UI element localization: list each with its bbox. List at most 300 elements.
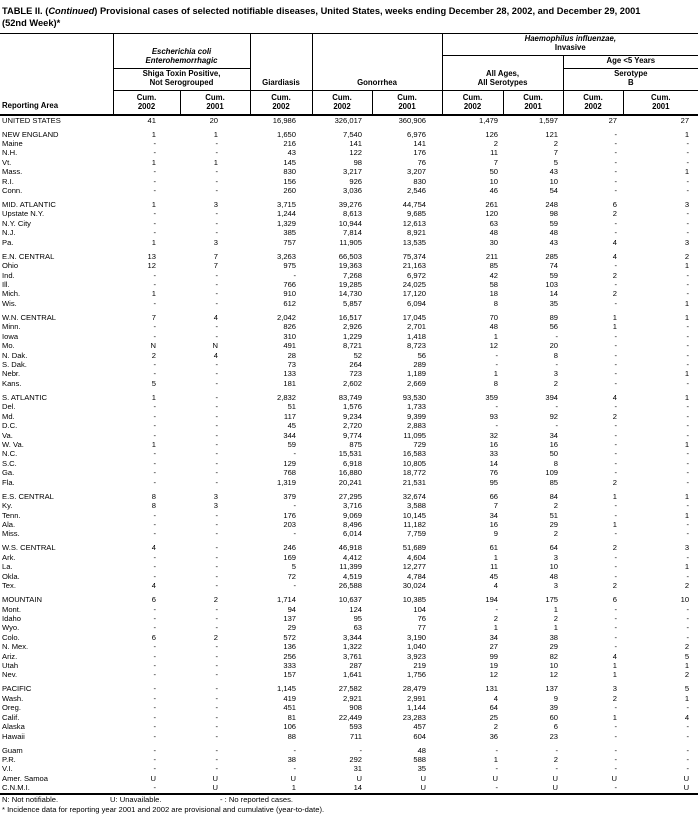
table-row xyxy=(0,393,698,402)
table-row xyxy=(0,670,698,679)
value-cell: 42 xyxy=(489,270,499,280)
value-cell: 122 xyxy=(349,148,363,158)
value-cell: - xyxy=(215,684,219,694)
value-cell: 70 xyxy=(489,312,499,322)
value-cell: 51 xyxy=(287,402,297,412)
table-row xyxy=(0,421,698,430)
value-cell: 2 xyxy=(684,251,690,261)
value-cell: - xyxy=(215,519,219,529)
reporting-area-cell: E.S. CENTRAL xyxy=(2,491,54,501)
value-cell: - xyxy=(686,552,690,562)
value-cell: 60 xyxy=(549,712,559,722)
table-row xyxy=(0,261,698,270)
value-cell: 4,604 xyxy=(407,552,427,562)
table-row xyxy=(0,694,698,703)
reporting-area-cell: Conn. xyxy=(2,186,23,196)
value-cell: 66 xyxy=(489,491,499,501)
value-cell: 1,418 xyxy=(407,331,427,341)
value-cell: 1,145 xyxy=(277,684,297,694)
value-cell: 333 xyxy=(283,661,297,671)
value-cell: 8,921 xyxy=(407,228,427,238)
value-cell: 83,749 xyxy=(338,392,363,402)
table-title xyxy=(2,6,698,29)
value-cell: 16 xyxy=(489,519,499,529)
value-cell: - xyxy=(215,138,219,148)
reporting-area-cell: Kans. xyxy=(2,378,22,388)
value-cell: - xyxy=(153,167,156,177)
value-cell: 36 xyxy=(489,731,499,741)
value-cell: - xyxy=(215,411,219,421)
value-cell: - xyxy=(686,186,690,196)
table-row xyxy=(0,299,698,308)
value-cell: 757 xyxy=(283,237,297,247)
value-cell: 8 xyxy=(151,501,156,511)
value-cell: 8 xyxy=(553,458,559,468)
value-cell: - xyxy=(153,745,156,755)
table-row xyxy=(0,746,698,755)
value-cell: 2 xyxy=(493,613,499,623)
value-cell: 120 xyxy=(485,209,499,219)
value-cell: 3,344 xyxy=(343,632,363,642)
table-row xyxy=(0,252,698,261)
year-label: 2002 xyxy=(584,101,602,111)
value-cell: 169 xyxy=(283,552,297,562)
value-cell: 13,535 xyxy=(402,237,427,247)
value-cell: 3,263 xyxy=(277,251,297,261)
value-cell: 11,095 xyxy=(403,430,427,440)
value-cell: - xyxy=(153,731,156,741)
value-cell: 4 xyxy=(151,581,156,591)
cum-label: Cum. xyxy=(651,92,671,102)
table-row xyxy=(0,764,698,773)
value-cell: 39 xyxy=(549,703,559,713)
reporting-area-cell: Nev. xyxy=(2,670,18,680)
value-cell: 34 xyxy=(489,632,499,642)
value-cell: 285 xyxy=(545,251,559,261)
reporting-area-cell: PACIFIC xyxy=(2,684,32,694)
value-cell: 7,814 xyxy=(343,228,363,238)
table-row xyxy=(0,186,698,195)
value-cell: 6,972 xyxy=(407,270,427,280)
value-cell: - xyxy=(215,449,219,459)
value-cell: - xyxy=(614,369,618,379)
value-cell: - xyxy=(215,613,219,623)
value-cell: - xyxy=(614,613,618,623)
value-cell: U xyxy=(492,773,499,783)
value-cell: 3,588 xyxy=(407,501,427,511)
value-cell: 13 xyxy=(147,251,156,261)
value-cell: 3 xyxy=(684,200,690,210)
table-row xyxy=(0,177,698,186)
value-cell: - xyxy=(153,722,156,732)
value-cell: 137 xyxy=(545,684,559,694)
value-cell: - xyxy=(215,693,219,703)
reporting-area-label: Reporting Area xyxy=(2,100,59,110)
col-group-all-ages xyxy=(442,56,563,91)
value-cell: - xyxy=(215,331,219,341)
value-cell: - xyxy=(686,632,690,642)
value-cell: 17,045 xyxy=(402,312,427,322)
table-row xyxy=(0,167,698,176)
reporting-area-cell: Mo. xyxy=(2,341,15,351)
value-cell: 7 xyxy=(493,501,499,511)
value-cell: - xyxy=(686,501,690,511)
value-cell: - xyxy=(686,421,690,431)
value-cell: 14,730 xyxy=(338,289,363,299)
value-cell: 21,531 xyxy=(402,477,427,487)
table-row xyxy=(0,520,698,529)
value-cell: 89 xyxy=(549,312,559,322)
value-cell: 1 xyxy=(553,623,559,633)
table-row xyxy=(0,271,698,280)
reporting-area-cell: Vt. xyxy=(2,157,12,167)
table-row xyxy=(0,139,698,148)
reporting-area-cell: NEW ENGLAND xyxy=(2,129,59,139)
col-group-age-lt5 xyxy=(563,56,698,69)
value-cell: 157 xyxy=(283,670,297,680)
value-cell: 131 xyxy=(485,684,499,694)
gonorrhea-label: Gonorrhea xyxy=(357,78,397,88)
value-cell: 256 xyxy=(283,651,297,661)
value-cell: - xyxy=(614,731,618,741)
table-row xyxy=(0,402,698,411)
value-cell: 1 xyxy=(493,755,499,765)
value-cell: 1 xyxy=(612,661,618,671)
value-cell: 19,285 xyxy=(338,280,363,290)
value-cell: - xyxy=(215,651,219,661)
reporting-area-cell: Ky. xyxy=(2,501,13,511)
value-cell: - xyxy=(686,745,690,755)
all-ages-line2: All Serotypes xyxy=(477,78,528,88)
value-cell: 10,944 xyxy=(338,218,363,228)
value-cell: 211 xyxy=(485,251,499,261)
value-cell: - xyxy=(555,360,559,369)
value-cell: U xyxy=(420,783,427,793)
value-cell: 35 xyxy=(549,298,559,308)
value-cell: - xyxy=(614,402,618,412)
reporting-area-cell: Mich. xyxy=(2,289,21,299)
value-cell: 1 xyxy=(612,491,618,501)
value-cell: - xyxy=(215,228,219,238)
value-cell: - xyxy=(215,755,219,765)
value-cell: 27,582 xyxy=(338,684,363,694)
value-cell: 1,756 xyxy=(407,670,427,680)
value-cell: - xyxy=(614,632,618,642)
value-cell: - xyxy=(686,341,690,351)
shiga-line1: Shiga Toxin Positive, xyxy=(142,69,221,79)
value-cell: - xyxy=(614,529,618,539)
value-cell: - xyxy=(614,228,618,238)
value-cell: - xyxy=(495,350,499,360)
value-cell: - xyxy=(215,642,219,652)
value-cell: 2 xyxy=(612,411,618,421)
value-cell: - xyxy=(215,712,219,722)
value-cell: 1,319 xyxy=(277,477,297,487)
value-cell: 106 xyxy=(283,722,297,732)
value-cell: 9,234 xyxy=(343,411,363,421)
table-row xyxy=(0,332,698,341)
value-cell: 2,926 xyxy=(343,322,363,332)
value-cell: - xyxy=(215,176,219,186)
value-cell: - xyxy=(614,138,618,148)
value-cell: 6,918 xyxy=(343,458,363,468)
reporting-area-cell: Tenn. xyxy=(2,510,21,520)
value-cell: - xyxy=(614,458,618,468)
value-cell: - xyxy=(215,186,219,196)
value-cell: - xyxy=(686,430,690,440)
value-cell: 2 xyxy=(553,378,559,388)
value-cell: 8 xyxy=(493,378,499,388)
value-cell: - xyxy=(686,209,690,219)
value-cell: - xyxy=(153,783,156,793)
value-cell: - xyxy=(215,703,219,713)
value-cell: 8,723 xyxy=(407,341,427,351)
value-cell: 10 xyxy=(489,176,499,186)
value-cell: 34 xyxy=(549,430,559,440)
table-row xyxy=(0,440,698,449)
cum-header-giardiasis-2002 xyxy=(250,91,312,115)
value-cell: 11,182 xyxy=(403,519,427,529)
cum-header-ecoli-2002 xyxy=(113,91,180,115)
value-cell: 7 xyxy=(213,251,219,261)
value-cell: 830 xyxy=(283,167,297,177)
value-cell: 95 xyxy=(353,613,363,623)
value-cell: - xyxy=(686,157,690,167)
value-cell: - xyxy=(153,458,156,468)
value-cell: 830 xyxy=(413,176,427,186)
ecoli-title-line2: Enterohemorrhagic xyxy=(145,56,218,66)
value-cell: 260 xyxy=(283,186,297,196)
value-cell: 98 xyxy=(353,157,363,167)
value-cell: 3,217 xyxy=(343,167,363,177)
value-cell: 1,144 xyxy=(407,703,427,713)
value-cell: 28 xyxy=(287,350,297,360)
serotype-line2: B xyxy=(627,78,634,88)
table-row xyxy=(0,313,698,322)
value-cell: 4 xyxy=(684,712,690,722)
value-cell: 10 xyxy=(549,176,559,186)
value-cell: 46,918 xyxy=(338,543,363,553)
reporting-area-cell: Mont. xyxy=(2,604,21,614)
value-cell: U xyxy=(683,773,690,783)
value-cell: - xyxy=(495,783,499,793)
value-cell: 1 xyxy=(612,519,618,529)
value-cell: 1 xyxy=(291,783,297,793)
value-cell: 24,025 xyxy=(402,280,427,290)
value-cell: 248 xyxy=(545,200,559,210)
footnote-u: U: Unavailable. xyxy=(110,795,162,804)
table-row xyxy=(0,360,698,369)
table-row xyxy=(0,652,698,661)
value-cell: 3 xyxy=(213,200,219,210)
table-row xyxy=(0,543,698,552)
table-row xyxy=(0,219,698,228)
value-cell: 14 xyxy=(353,783,363,793)
value-cell: - xyxy=(153,369,156,379)
cum-label: Cum. xyxy=(523,92,543,102)
value-cell: - xyxy=(614,186,618,196)
value-cell: 4 xyxy=(612,237,618,247)
value-cell: - xyxy=(614,722,618,732)
value-cell: - xyxy=(215,529,219,539)
value-cell: 2 xyxy=(612,693,618,703)
value-cell: 1 xyxy=(151,392,156,402)
value-cell: - xyxy=(215,670,219,680)
value-cell: 141 xyxy=(413,138,427,148)
table-row xyxy=(0,492,698,501)
value-cell: 14 xyxy=(489,458,499,468)
value-cell: 3,036 xyxy=(343,186,363,196)
value-cell: - xyxy=(614,129,618,139)
value-cell: 32 xyxy=(489,430,499,440)
value-cell: 1,229 xyxy=(343,331,363,341)
value-cell: 22,449 xyxy=(338,712,363,722)
reporting-area-cell: V.I. xyxy=(2,764,13,774)
value-cell: 33 xyxy=(489,449,499,459)
reporting-area-cell: Wis. xyxy=(2,298,17,308)
table-row xyxy=(0,228,698,237)
value-cell: 1 xyxy=(684,439,690,449)
value-cell: - xyxy=(614,604,618,614)
reporting-area-cell: Ohio xyxy=(2,261,19,271)
value-cell: - xyxy=(614,176,618,186)
value-cell: - xyxy=(614,350,618,360)
value-cell: 8,496 xyxy=(343,519,363,529)
value-cell: 88 xyxy=(287,731,297,741)
value-cell: 76 xyxy=(489,468,499,478)
table-row xyxy=(0,633,698,642)
value-cell: - xyxy=(215,167,219,177)
table-row xyxy=(0,529,698,538)
table-row xyxy=(0,605,698,614)
value-cell: 1,733 xyxy=(407,402,427,412)
value-cell: - xyxy=(215,369,219,379)
value-cell: 451 xyxy=(283,703,297,713)
cum-label: Cum. xyxy=(205,92,225,102)
reporting-area-cell: Idaho xyxy=(2,613,22,623)
value-cell: 175 xyxy=(545,595,559,605)
table-row xyxy=(0,341,698,350)
value-cell: 2,701 xyxy=(407,322,427,332)
value-cell: 2,042 xyxy=(277,312,297,322)
table-row xyxy=(0,501,698,510)
value-cell: - xyxy=(215,392,219,402)
value-cell: - xyxy=(215,148,219,158)
value-cell: - xyxy=(614,552,618,562)
reporting-area-cell: W. Va. xyxy=(2,439,24,449)
notifiable-diseases-table xyxy=(0,33,698,795)
value-cell: 261 xyxy=(485,200,499,210)
value-cell: 10,385 xyxy=(402,595,427,605)
value-cell: 593 xyxy=(349,722,363,732)
value-cell: 1 xyxy=(684,167,690,177)
value-cell: - xyxy=(686,571,690,581)
value-cell: 11 xyxy=(490,562,499,572)
value-cell: - xyxy=(215,270,219,280)
value-cell: 30,024 xyxy=(402,581,427,591)
reporting-area-cell: Utah xyxy=(2,661,19,671)
value-cell: - xyxy=(153,477,156,487)
value-cell: 7,268 xyxy=(343,270,363,280)
value-cell: 1 xyxy=(213,157,219,167)
value-cell: 7 xyxy=(493,157,499,167)
value-cell: 2,921 xyxy=(343,693,363,703)
value-cell: 2 xyxy=(612,477,618,487)
table-row xyxy=(0,115,698,125)
value-cell: 27 xyxy=(489,642,499,652)
value-cell: 216 xyxy=(283,138,297,148)
cum-label: Cum. xyxy=(397,92,417,102)
cum-label: Cum. xyxy=(462,92,483,102)
value-cell: 12,613 xyxy=(402,218,427,228)
reporting-area-cell: Okla. xyxy=(2,571,20,581)
table-row xyxy=(0,449,698,458)
value-cell: - xyxy=(686,138,690,148)
value-cell: 12 xyxy=(549,670,559,680)
value-cell: 137 xyxy=(283,613,297,623)
reporting-area-cell: Ark. xyxy=(2,552,16,562)
value-cell: 379 xyxy=(283,491,297,501)
reporting-area-cell: La. xyxy=(2,562,13,572)
table-row xyxy=(0,280,698,289)
table-row xyxy=(0,351,698,360)
value-cell: 1 xyxy=(612,670,618,680)
value-cell: 21,163 xyxy=(402,261,427,271)
value-cell: 2 xyxy=(612,581,618,591)
year-label: 2001 xyxy=(398,101,416,111)
reporting-area-cell: Ga. xyxy=(2,468,15,478)
reporting-area-cell: W.S. CENTRAL xyxy=(2,543,56,553)
value-cell: 1 xyxy=(684,392,690,402)
reporting-area-cell: N. Dak. xyxy=(2,350,28,360)
value-cell: 766 xyxy=(283,280,297,290)
value-cell: U xyxy=(212,783,219,793)
col-group-hflu xyxy=(442,34,698,56)
value-cell: 85 xyxy=(489,261,499,271)
value-cell: - xyxy=(215,745,219,755)
value-cell: - xyxy=(153,421,156,431)
value-cell: 29 xyxy=(287,623,297,633)
value-cell: 6 xyxy=(612,200,618,210)
reporting-area-cell: S.C. xyxy=(2,458,17,468)
value-cell: 1,597 xyxy=(539,115,559,125)
value-cell: 246 xyxy=(283,543,297,553)
value-cell: 1,479 xyxy=(479,115,499,125)
value-cell: - xyxy=(215,722,219,732)
table-row xyxy=(0,595,698,604)
value-cell: 8 xyxy=(151,491,156,501)
value-cell: - xyxy=(686,289,690,299)
value-cell: - xyxy=(614,755,618,765)
footnote-asterisk: * Incidence data for reporting year 2001 and 2002 are provisional and cumulative (year-to-date). xyxy=(2,804,325,814)
value-cell: 4 xyxy=(612,392,618,402)
reporting-area-cell: E.N. CENTRAL xyxy=(2,251,55,261)
value-cell: - xyxy=(614,421,618,431)
value-cell: 326,017 xyxy=(334,115,363,125)
reporting-area-cell: Maine xyxy=(2,138,23,148)
reporting-area-cell: N.J. xyxy=(2,228,16,238)
reporting-area-cell: D.C. xyxy=(2,421,18,431)
value-cell: 289 xyxy=(413,360,427,369)
value-cell: 2,720 xyxy=(343,421,363,431)
value-cell: 46 xyxy=(489,186,499,196)
value-cell: - xyxy=(153,280,156,290)
value-cell: 344 xyxy=(283,430,297,440)
table-row xyxy=(0,379,698,388)
value-cell: 1 xyxy=(684,562,690,572)
value-cell: 2 xyxy=(553,529,559,539)
value-cell: 2 xyxy=(493,722,499,732)
